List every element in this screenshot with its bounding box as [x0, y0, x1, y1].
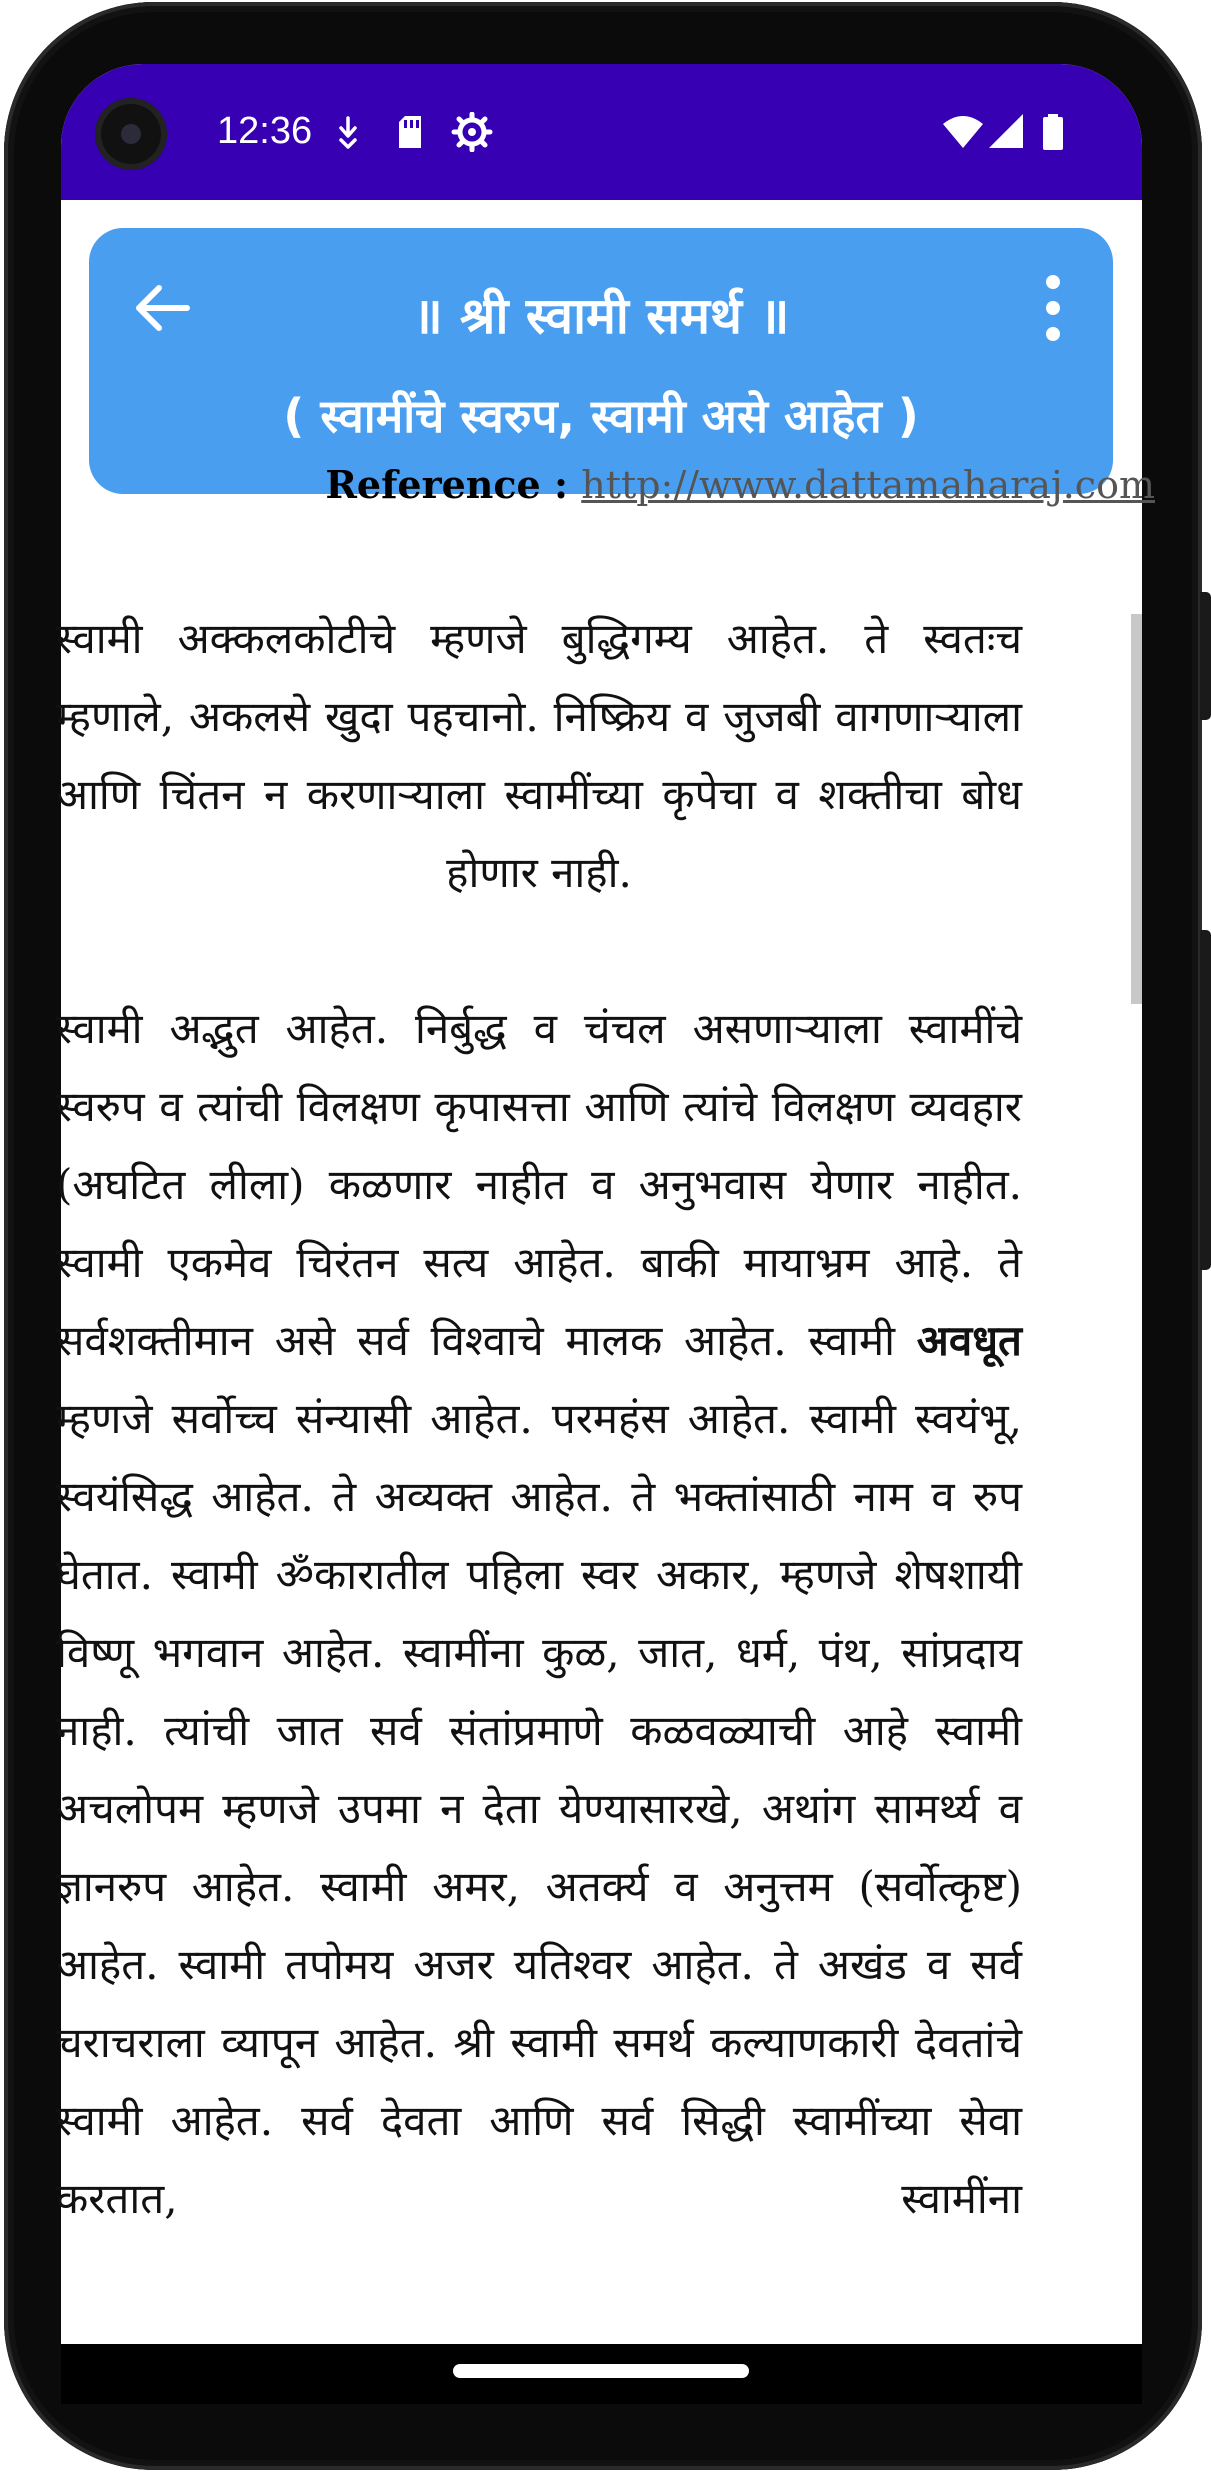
- status-time: 12:36: [217, 110, 313, 152]
- paragraph: स्वामी अक्कलकोटीचे म्हणजे बुद्धिगम्य आहेत. ते स्वतःच म्हणाले, अकलसे खुदा पहचानो. निष्क्रिय व जुजबी वागणाऱ्याला आणि चिंतन न करणाऱ्याला स्वामींच्या कृपेचा व शक्तीचा बोध होणार नाही.: [56, 614, 1022, 897]
- signal-icon: [987, 112, 1025, 152]
- app-bar: [89, 228, 1113, 494]
- power-button: [1200, 930, 1211, 1270]
- sd-card-icon: [395, 112, 425, 152]
- camera-cutout: [95, 98, 167, 170]
- bold-term: अवधूत: [916, 1316, 1022, 1365]
- article-content: [56, 600, 1022, 2316]
- navigation-icon: [333, 112, 363, 152]
- paragraph-text: म्हणजे सर्वोच्च संन्यासी आहेत. परमहंस आहेत. स्वामी स्वयंभू, स्वयंसिद्ध आहेत. ते अव्यक्त आहेत. ते भक्तांसाठी नाम व रुप घेतात. स्वामी ॐकारातील पहिला स्वर अकार, म्हणजे शेषशायी विष्णू भगवान आहेत. स्वामींना कुळ, जात, धर्म, पंथ, सांप्रदाय नाही. त्यांची जात सर्व संतांप्रमाणे कळवळ्याची आहे स्वामी अचलोपम म्हणजे उपमा न देता येण्यासारखे, अथांग सामर्थ्य व ज्ञानरुप आहेत. स्वामी अमर, अतर्क्य व अनुत्तम (सर्वोत्कृष्ट) आहेत. स्वामी तपोमय अजर यतिश्वर आहेत. ते अखंड व सर्व चराचराला व्यापून आहेत. श्री स्वामी समर्थ कल्याणकारी देवतांचे स्वामी आहेत. सर्व देवता आणि सर्व सिद्धी स्वामींच्या सेवा करतात, स्वामींना: [56, 1394, 1022, 2223]
- wifi-icon: [941, 112, 985, 152]
- scrollbar[interactable]: [1131, 614, 1142, 1004]
- battery-icon: [1041, 112, 1065, 152]
- reference-label: Reference :: [325, 462, 582, 507]
- home-indicator[interactable]: [453, 2364, 749, 2378]
- paragraph: [56, 990, 1022, 2238]
- volume-button: [1200, 592, 1211, 720]
- status-bar: [61, 64, 1142, 200]
- page-subtitle: ( स्वामींचे स्वरुप, स्वामी असे आहेत ): [283, 389, 919, 443]
- reference-line: [325, 462, 1155, 507]
- paragraph-text: स्वामी अद्भुत आहेत. निर्बुद्ध व चंचल असणाऱ्याला स्वामींचे स्वरुप व त्यांची विलक्षण कृपासत्ता आणि त्यांचे विलक्षण व्यवहार (अघटित लीला) कळणार नाहीत व अनुभवास येणार नाहीत. स्वामी एकमेव चिरंतन सत्य आहेत. बाकी मायाभ्रम आहे. ते सर्वशक्तीमान असे सर्व विश्वाचे मालक आहेत. स्वामी: [56, 1004, 1022, 1365]
- reference-link[interactable]: http://www.dattamaharaj.com: [581, 463, 1155, 507]
- settings-gear-icon: [451, 112, 493, 152]
- more-vert-icon[interactable]: [1033, 268, 1073, 348]
- page-title: ॥ श्री स्वामी समर्थ ॥: [412, 287, 790, 345]
